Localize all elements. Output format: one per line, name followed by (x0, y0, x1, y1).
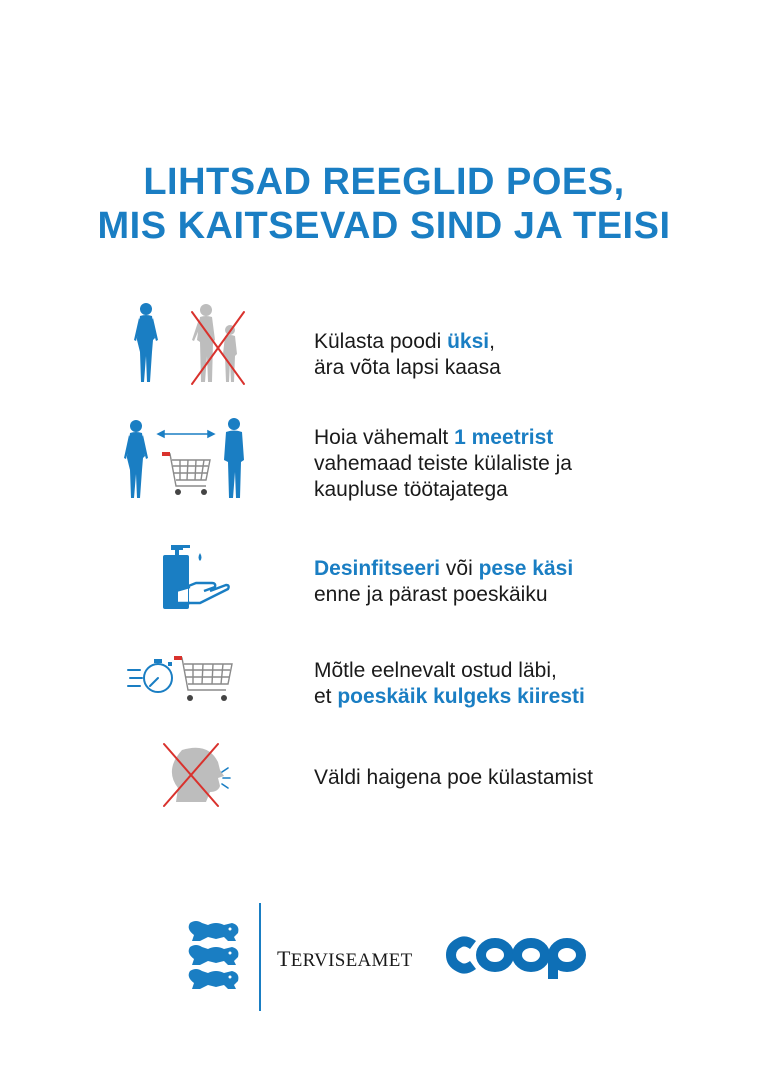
rule-4-text (314, 658, 585, 710)
rule-1-line-2: ära võta lapsi kaasa (314, 356, 501, 379)
terviseamet-logo-text (277, 946, 413, 972)
rule-2-highlight: 1 meetrist (454, 426, 554, 449)
people-alone-icon (128, 300, 248, 391)
rule-2-text-a: Hoia vähemalt (314, 426, 455, 449)
fast-shopping-cart-icon (126, 650, 238, 713)
rule-4-text-a: et (314, 685, 338, 708)
page-title-line-1: LIHTSAD REEGLID POES, (143, 161, 625, 203)
terviseamet-rest: ERVISEAMET (290, 950, 413, 971)
no-sick-person-icon (160, 740, 232, 815)
rule-3-highlight-b: pese käsi (478, 557, 574, 580)
estonian-coat-of-arms-icon (186, 919, 242, 1000)
rule-1-text-b: , (489, 330, 495, 353)
rule-1-text (314, 329, 501, 381)
rule-5-text (314, 765, 593, 791)
rule-4-line-1: Mõtle eelnevalt ostud läbi, (314, 659, 557, 682)
footer-divider (259, 903, 261, 1011)
rule-3-highlight-a: Desinfitseeri (314, 557, 441, 580)
rule-5-line-1: Väldi haigena poe külastamist (314, 766, 594, 789)
hand-sanitizer-icon (160, 543, 232, 616)
rule-1-text-a: Külasta poodi (314, 330, 448, 353)
rule-3-line-2: enne ja pärast poeskäiku (314, 583, 548, 606)
rule-1-highlight: üksi (447, 330, 490, 353)
rule-3-text-a: või (440, 557, 479, 580)
terviseamet-initial: T (277, 946, 291, 971)
rule-4-highlight: poeskäik kulgeks kiiresti (337, 685, 585, 708)
page-title-line-2: MIS KAITSEVAD SIND JA TEISI (97, 205, 671, 247)
rule-2-line-3: kaupluse töötajatega (314, 478, 508, 501)
rule-2-text (314, 425, 572, 503)
coop-logo (443, 931, 587, 986)
distance-cart-icon (120, 416, 250, 507)
rule-2-line-2: vahemaad teiste külaliste ja (314, 452, 572, 475)
rule-3-text (314, 556, 573, 608)
